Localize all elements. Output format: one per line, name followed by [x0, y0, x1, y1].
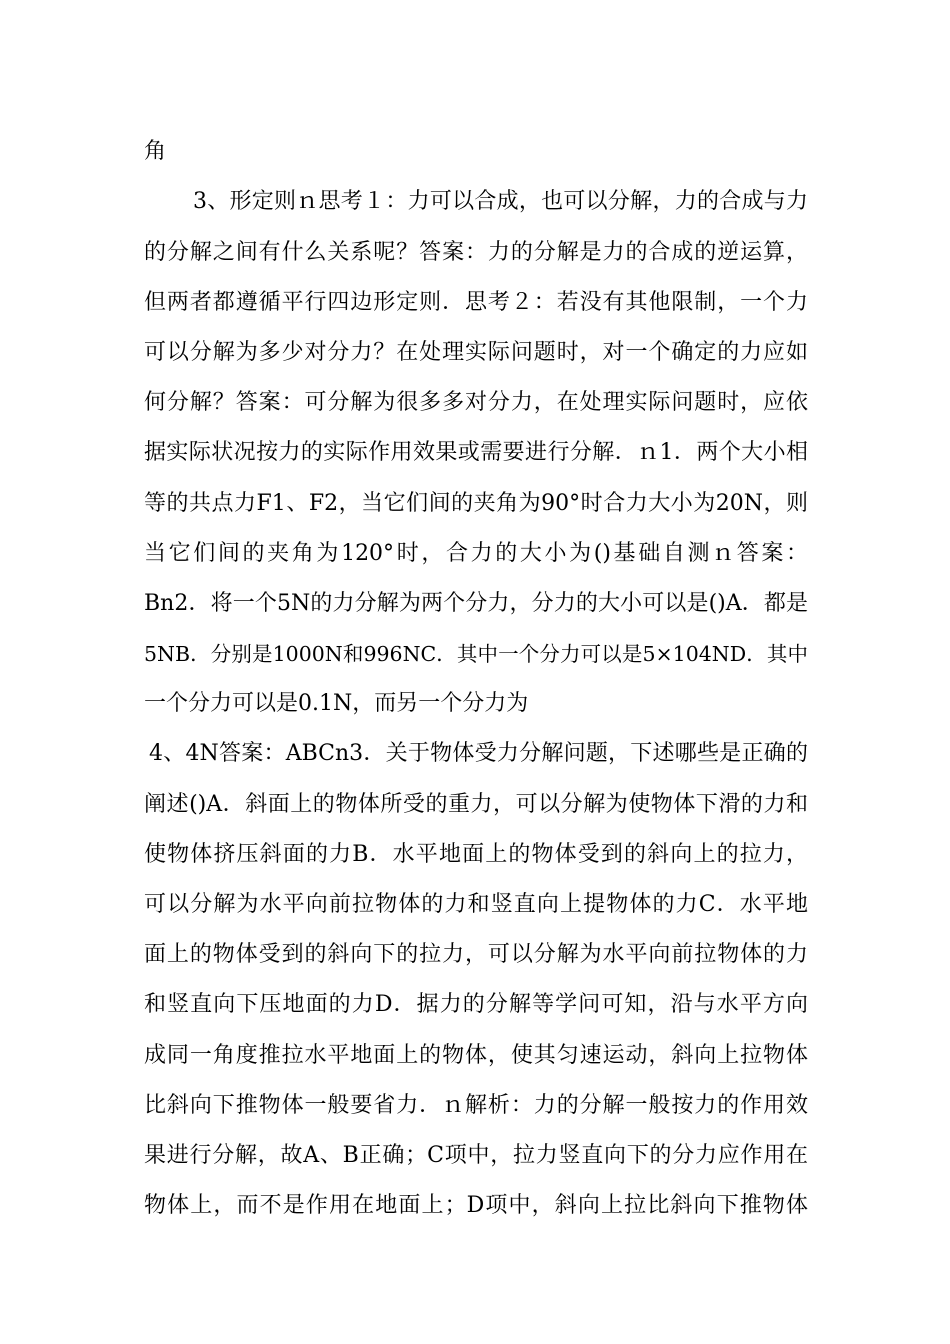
- text-line: 角: [144, 139, 167, 164]
- text-line: 成同一角度推拉水平地面上的物体，使其匀速运动，斜向上拉物体: [144, 1043, 808, 1068]
- text-line: 可以分解为水平向前拉物体的力和竖直向上提物体的力C．水平地: [144, 892, 808, 917]
- text-line: 当它们间的夹角为120°时，合力的大小为()基础自测ｎ答案：: [144, 541, 808, 566]
- text-line: 比斜向下推物体一般要省力．ｎ解析：力的分解一般按力的作用效: [144, 1093, 808, 1118]
- text-line: 4、4N答案：ABCn3．关于物体受力分解问题，下述哪些是正确的: [149, 741, 808, 766]
- text-line: 面上的物体受到的斜向下的拉力，可以分解为水平向前拉物体的力: [144, 942, 808, 967]
- text-line: 一个分力可以是0.1N，而另一个分力为: [144, 691, 529, 716]
- text-line: 何分解？答案：可分解为很多多对分力，在处理实际问题时，应依: [144, 390, 808, 415]
- text-line: 使物体挤压斜面的力B．水平地面上的物体受到的斜向上的拉力，: [144, 842, 808, 867]
- text-line: 物体上，而不是作用在地面上；D项中，斜向上拉比斜向下推物体: [144, 1193, 808, 1218]
- text-line: 阐述()A．斜面上的物体所受的重力，可以分解为使物体下滑的力和: [144, 792, 808, 817]
- text-line: 3、形定则ｎ思考１：力可以合成，也可以分解，力的合成与力: [193, 189, 808, 214]
- text-line: 的分解之间有什么关系呢？答案：力的分解是力的合成的逆运算，: [144, 240, 808, 265]
- text-line: 5NB．分别是1000N和996NC．其中一个分力可以是5×104ND．其中: [144, 642, 808, 666]
- text-line: 但两者都遵循平行四边形定则．思考２：若没有其他限制，一个力: [144, 290, 808, 315]
- text-line: 和竖直向下压地面的力D．据力的分解等学问可知，沿与水平方向: [144, 992, 808, 1017]
- text-line: 果进行分解，故A、B正确；C项中，拉力竖直向下的分力应作用在: [144, 1143, 808, 1168]
- text-line: 等的共点力F1、F2，当它们间的夹角为90°时合力大小为20N，则: [144, 491, 808, 516]
- text-line: 据实际状况按力的实际作用效果或需要进行分解．ｎ1．两个大小相: [144, 440, 808, 465]
- text-line: Bn2．将一个5N的力分解为两个分力，分力的大小可以是()A．都是: [144, 591, 808, 616]
- text-line: 可以分解为多少对分力？在处理实际问题时，对一个确定的力应如: [144, 340, 808, 365]
